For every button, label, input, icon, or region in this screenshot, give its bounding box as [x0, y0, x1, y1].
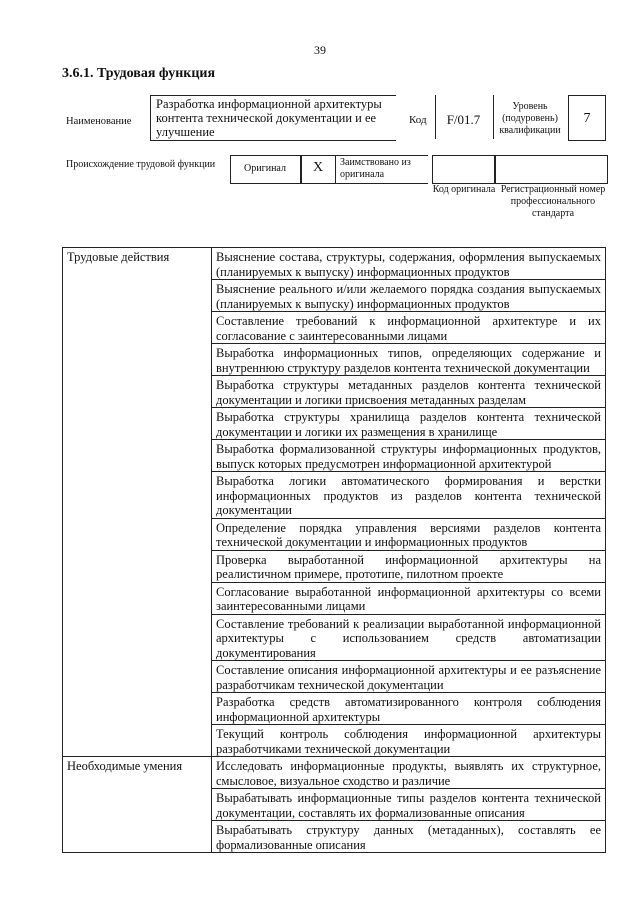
labor-function-table	[62, 247, 606, 853]
section-label: Трудовые действия	[63, 248, 212, 757]
original-code-label: Код оригинала	[432, 184, 496, 195]
original-code-separator	[494, 155, 496, 184]
table-cell: Текущий контроль соблюдения информационной архитектуры разработчиками технической документации	[212, 725, 606, 757]
section-heading: 3.6.1. Трудовая функция	[62, 66, 216, 81]
table-cell: Исследовать информационные продукты, выявлять их структурное, смысловое, визуальное сходство и различие	[212, 757, 606, 789]
name-value: Разработка информационной архитектуры контента технической документации и ее улучшение	[156, 97, 382, 139]
table-cell: Составление требований к реализации выработанной информационной архитектуры с использованием средств автоматизации документирования	[212, 614, 606, 661]
table-row	[63, 248, 606, 280]
level-label: Уровень (подуровень) квалификации	[499, 101, 561, 136]
table-cell: Выработка информационных типов, определяющих содержание и внутреннюю структуру разделов контента технической документации	[212, 344, 606, 376]
table-cell: Согласование выработанной информационной архитектуры со всеми заинтересованными лицами	[212, 582, 606, 614]
code-value: F/01.7	[446, 112, 481, 127]
table-cell: Вырабатывать структуру данных (метаданных), составлять ее формализованные описания	[212, 821, 606, 853]
code-label: Код	[409, 114, 427, 126]
table-cell: Составление требований к информационной архитектуре и их согласование с заинтересованными лицами	[212, 312, 606, 344]
page-number: 39	[314, 43, 326, 57]
original-label: Оригинал	[244, 163, 286, 174]
table-cell: Выработка структуры хранилища разделов контента технической документации и логики их размещения в хранилище	[212, 408, 606, 440]
level-value: 7	[583, 111, 591, 126]
table-cell: Выяснение реального и/или желаемого порядка создания выпускаемых (планируемых к выпуску) информационных продуктов	[212, 280, 606, 312]
original-mark: X	[312, 160, 324, 175]
table-cell: Проверка выработанной информационной архитектуры на реалистичном примере, прототипе, пилотном проекте	[212, 550, 606, 582]
table-cell: Определение порядка управления версиями разделов контента технической документации и информационных продуктов	[212, 518, 606, 550]
table-cell: Выработка формализованной структуры информационных продуктов, выпуск которых предусмотрен информационной архитектурой	[212, 440, 606, 472]
borrowed-label: Заимствовано из оригинала	[340, 157, 411, 180]
table-cell: Составление описания информационной архитектуры и ее разъяснение разработчикам технической документации	[212, 661, 606, 693]
table-cell: Разработка средств автоматизированного контроля соблюдения информационной архитектуры	[212, 693, 606, 725]
table-cell: Выработка структуры метаданных разделов контента технической документации и логики присвоения метаданных разделам	[212, 376, 606, 408]
table-cell: Выработка логики автоматического формирования и верстки информационных продуктов из разделов контента технической документации	[212, 472, 606, 519]
name-label: Наименование	[66, 116, 132, 127]
table-cell: Выяснение состава, структуры, содержания, оформления выпускаемых (планируемых к выпуску) информационных продуктов	[212, 248, 606, 280]
table-cell: Вырабатывать информационные типы разделов контента технической документации, составлять их формализованные описания	[212, 789, 606, 821]
origin-label: Происхождение трудовой функции	[66, 159, 216, 170]
registration-number-label: Регистрационный номер профессионального стандарта	[500, 184, 606, 219]
table-row	[63, 757, 606, 789]
section-label: Необходимые умения	[63, 757, 212, 853]
original-code-box	[432, 155, 608, 184]
